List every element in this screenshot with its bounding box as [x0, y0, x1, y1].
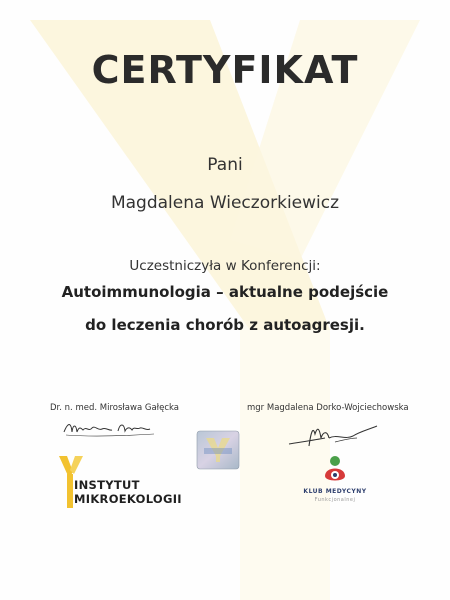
club-logo-icon [320, 454, 350, 484]
club-name: KLUB MEDYCYNY [303, 488, 367, 495]
participation-text: Uczestniczyła w Konferencji: [129, 258, 321, 274]
recipient-name: Magdalena Wieczorkiewicz [110, 193, 340, 213]
institute-name-line-1: INSTYTUT [74, 478, 140, 492]
right-signatory-label: mgr Magdalena Dorko-Wojciechowska [247, 403, 409, 413]
hologram-seal [196, 430, 240, 470]
institute-name-line-2: MIKROEKOLOGII [74, 492, 182, 506]
certificate-title: CERTYFIKAT [91, 48, 359, 92]
club-subtitle: Funkcjonalnej [314, 497, 356, 503]
conference-topic-line-1: Autoimmunologia – aktualne podejście [61, 283, 389, 301]
salutation: Pani [207, 155, 243, 175]
left-signatory-label: Dr. n. med. Mirosława Gałęcka [50, 403, 179, 413]
left-handwritten-signature [62, 418, 162, 440]
conference-topic-line-2: do leczenia chorób z autoagresji. [85, 316, 365, 334]
right-handwritten-signature [285, 418, 385, 454]
